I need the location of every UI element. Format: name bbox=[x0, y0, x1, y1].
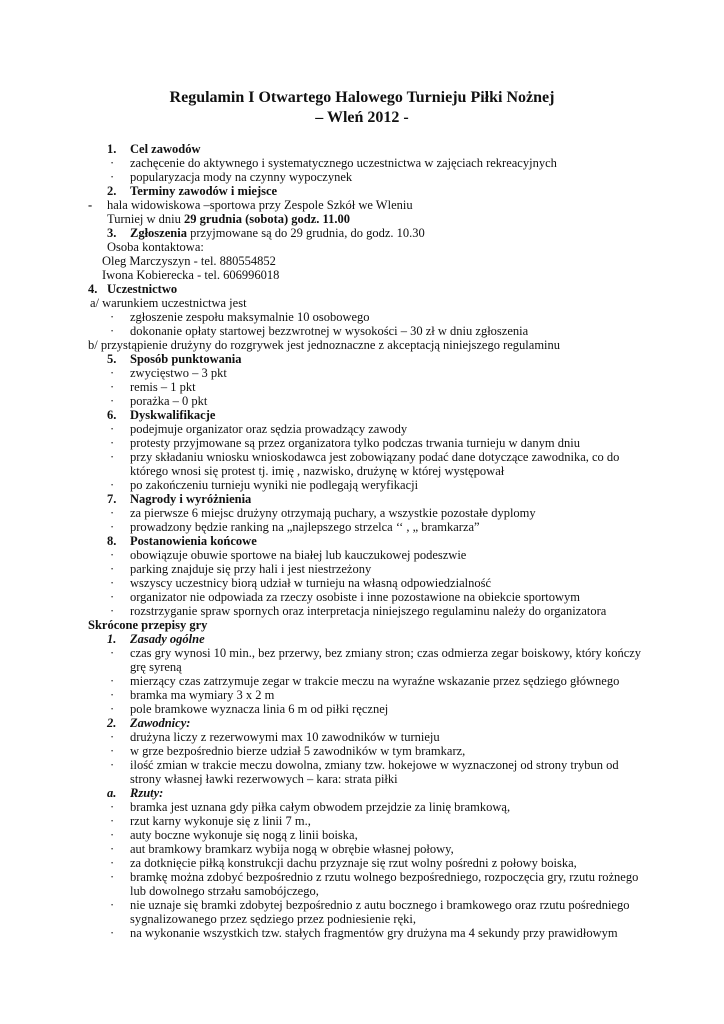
subsection-heading-players: Zawodnicy: bbox=[130, 716, 191, 730]
list-item: zwycięstwo – 3 pkt bbox=[130, 366, 227, 380]
list-item: porażka – 0 pkt bbox=[130, 394, 208, 408]
section-heading-short-rules: Skrócone przepisy gry bbox=[88, 618, 208, 632]
section-number: 5. bbox=[107, 352, 117, 366]
bullet: · bbox=[110, 800, 115, 814]
bullet: · bbox=[110, 744, 115, 758]
condition-a: a/ warunkiem uczestnictwa jest bbox=[90, 296, 247, 310]
list-item: zachęcenie do aktywnego i systematycznego uczestnictwa w zajęciach rekreacyjnych bbox=[130, 156, 557, 170]
section-heading-registration: Zgłoszenia bbox=[130, 226, 187, 240]
bullet: · bbox=[110, 926, 115, 940]
subsection-number: 2. bbox=[107, 716, 117, 730]
bullet: · bbox=[110, 422, 115, 436]
bullet: · bbox=[110, 156, 115, 170]
bullet: · bbox=[110, 604, 115, 618]
subsection-heading-general: Zasady ogólne bbox=[130, 632, 205, 646]
bullet: · bbox=[110, 870, 115, 884]
condition-b: b/ przystąpienie drużyny do rozgrywek jest jednoznaczne z akceptacją niniejszego regulaminu bbox=[88, 338, 561, 352]
document-subtitle: – Wleń 2012 - bbox=[315, 109, 409, 126]
bullet: · bbox=[110, 450, 115, 464]
list-item: prowadzony będzie ranking na „najlepszego strzelca ‘‘ , „ bramkarza” bbox=[130, 520, 480, 534]
section-heading-dates: Terminy zawodów i miejsce bbox=[130, 184, 278, 198]
list-item: rozstrzyganie spraw spornych oraz interpretacja niniejszego regulaminu należy do organizatora bbox=[130, 604, 607, 618]
list-item: zgłoszenie zespołu maksymalnie 10 osobowego bbox=[130, 310, 370, 324]
bullet: · bbox=[110, 324, 115, 338]
list-item: bramka ma wymiary 3 x 2 m bbox=[130, 688, 275, 702]
bullet: · bbox=[110, 366, 115, 380]
section-number: 4. bbox=[88, 282, 98, 296]
section-number: 2. bbox=[107, 184, 117, 198]
section-heading-awards: Nagrody i wyróżnienia bbox=[130, 492, 252, 506]
list-item: remis – 1 pkt bbox=[130, 380, 196, 394]
bullet: · bbox=[110, 576, 115, 590]
bullet: · bbox=[110, 394, 115, 408]
list-item: mierzący czas zatrzymuje zegar w trakcie meczu na wyraźne wskazanie przez sędziego głównego bbox=[130, 674, 620, 688]
contact-person: Oleg Marczyszyn - tel. 880554852 bbox=[102, 254, 276, 268]
contact-label: Osoba kontaktowa: bbox=[107, 240, 204, 254]
bullet: · bbox=[110, 758, 115, 772]
bullet: · bbox=[110, 688, 115, 702]
date-value: 29 grudnia (sobota) godz. 11.00 bbox=[183, 212, 350, 226]
list-item: w grze bezpośrednio bierze udział 5 zawodników w tym bramkarz, bbox=[130, 744, 466, 758]
bullet: · bbox=[110, 702, 115, 716]
list-item: pole bramkowe wyznacza linia 6 m od piłki ręcznej bbox=[130, 702, 389, 716]
bullet: · bbox=[110, 842, 115, 856]
list-item: ilość zmian w trakcie meczu dowolna, zmiany tzw. hokejowe w wyznaczonej od strony trybun od bbox=[130, 758, 619, 772]
list-item: popularyzacja mody na czynny wypoczynek bbox=[130, 170, 353, 184]
bullet: · bbox=[110, 506, 115, 520]
bullet: · bbox=[110, 814, 115, 828]
bullet: · bbox=[110, 646, 115, 660]
list-item: bramkę można zdobyć bezpośrednio z rzutu wolnego bezpośredniego, rozpoczęcia gry, rzutu rożnego bbox=[130, 870, 639, 884]
section-heading-goals: Cel zawodów bbox=[130, 142, 201, 156]
list-item: za dotknięcie piłką konstrukcji dachu przyznaje się rzut wolny pośredni z połowy boiska, bbox=[130, 856, 577, 870]
document-title: Regulamin I Otwartego Halowego Turnieju Piłki Nożnej bbox=[169, 89, 555, 106]
list-item: przy składaniu wniosku wnioskodawca jest zobowiązany podać dane dotyczące zawodnika, co do bbox=[130, 450, 620, 464]
section-heading-final-provisions: Postanowienia końcowe bbox=[130, 534, 257, 548]
registration-line: Zgłoszenia przyjmowane są do 29 grudnia, do godz. 10.30 bbox=[130, 226, 425, 240]
bullet: · bbox=[110, 310, 115, 324]
list-item-continuation: lub dowolnego strzału samobójczego, bbox=[130, 884, 319, 898]
dash-marker: - bbox=[88, 198, 93, 212]
list-item: za pierwsze 6 miejsc drużyny otrzymają puchary, a wszystkie pozostałe dyplomy bbox=[130, 506, 536, 520]
bullet: · bbox=[110, 548, 115, 562]
section-heading-disqualification: Dyskwalifikacje bbox=[130, 408, 216, 422]
section-number: 3. bbox=[107, 226, 117, 240]
section-heading-participation: Uczestnictwo bbox=[107, 282, 178, 296]
list-item: na wykonanie wszystkich tzw. stałych fragmentów gry drużyna ma 4 sekundy przy prawidłowym bbox=[130, 926, 618, 940]
section-number: 7. bbox=[107, 492, 117, 506]
list-item: auty boczne wykonuje się nogą z linii boiska, bbox=[130, 828, 358, 842]
list-item: aut bramkowy bramkarz wybija nogą w obrębie własnej połowy, bbox=[130, 842, 454, 856]
date-line: Turniej w dniu 29 grudnia (sobota) godz. 11.00 bbox=[107, 212, 350, 226]
list-item: dokonanie opłaty startowej bezzwrotnej w wysokości – 30 zł w dniu zgłoszenia bbox=[130, 324, 529, 338]
list-item: nie uznaje się bramki zdobytej bezpośrednio z autu bocznego i bramkowego oraz rzutu pośredniego bbox=[130, 898, 630, 912]
section-number: 1. bbox=[107, 142, 117, 156]
list-item: organizator nie odpowiada za rzeczy osobiste i inne pozostawione na obiekcie sportowym bbox=[130, 590, 580, 604]
bullet: · bbox=[110, 436, 115, 450]
list-item: podejmuje organizator oraz sędzia prowadzący zawody bbox=[130, 422, 408, 436]
list-item: drużyna liczy z rezerwowymi max 10 zawodników w turnieju bbox=[130, 730, 440, 744]
bullet: · bbox=[110, 898, 115, 912]
list-item-continuation: sygnalizowanego przez sędziego przez podniesienie ręki, bbox=[130, 912, 416, 926]
list-item: parking znajduje się przy hali i jest niestrzeżony bbox=[130, 562, 372, 576]
venue-line: hala widowiskowa –sportowa przy Zespole Szkół we Wleniu bbox=[107, 198, 413, 212]
section-number: 8. bbox=[107, 534, 117, 548]
bullet: · bbox=[110, 380, 115, 394]
list-item-continuation: którego wnosi się protest tj. imię , nazwisko, drużynę w której występował bbox=[130, 464, 505, 478]
subsection-number: 1. bbox=[107, 632, 117, 646]
section-number: 6. bbox=[107, 408, 117, 422]
subsection-heading-throws: Rzuty: bbox=[130, 786, 164, 800]
list-item-continuation: strony własnej ławki rezerwowych – kara: strata piłki bbox=[130, 772, 398, 786]
bullet: · bbox=[110, 478, 115, 492]
list-item: czas gry wynosi 10 min., bez przerwy, bez zmiany stron; czas odmierza zegar boiskowy, który kończy bbox=[130, 646, 642, 660]
bullet: · bbox=[110, 562, 115, 576]
bullet: · bbox=[110, 520, 115, 534]
list-item: protesty przyjmowane są przez organizatora tylko podczas trwania turnieju w danym dniu bbox=[130, 436, 580, 450]
bullet: · bbox=[110, 730, 115, 744]
bullet: · bbox=[110, 590, 115, 604]
bullet: · bbox=[110, 674, 115, 688]
section-heading-scoring: Sposób punktowania bbox=[130, 352, 242, 366]
list-item-continuation: grę syreną bbox=[130, 660, 182, 674]
list-item: po zakończeniu turnieju wyniki nie podlegają weryfikacji bbox=[130, 478, 419, 492]
list-item: wszyscy uczestnicy biorą udział w turnieju na własną odpowiedzialność bbox=[130, 576, 491, 590]
list-item: rzut karny wykonuje się z linii 7 m., bbox=[130, 814, 311, 828]
list-item: bramka jest uznana gdy piłka całym obwodem przejdzie za linię bramkową, bbox=[130, 800, 511, 814]
bullet: · bbox=[110, 828, 115, 842]
bullet: · bbox=[110, 856, 115, 870]
contact-person: Iwona Kobierecka - tel. 606996018 bbox=[102, 268, 280, 282]
bullet: · bbox=[110, 170, 115, 184]
list-item: obowiązuje obuwie sportowe na białej lub kauczukowej podeszwie bbox=[130, 548, 467, 562]
subsection-number: a. bbox=[107, 786, 117, 800]
